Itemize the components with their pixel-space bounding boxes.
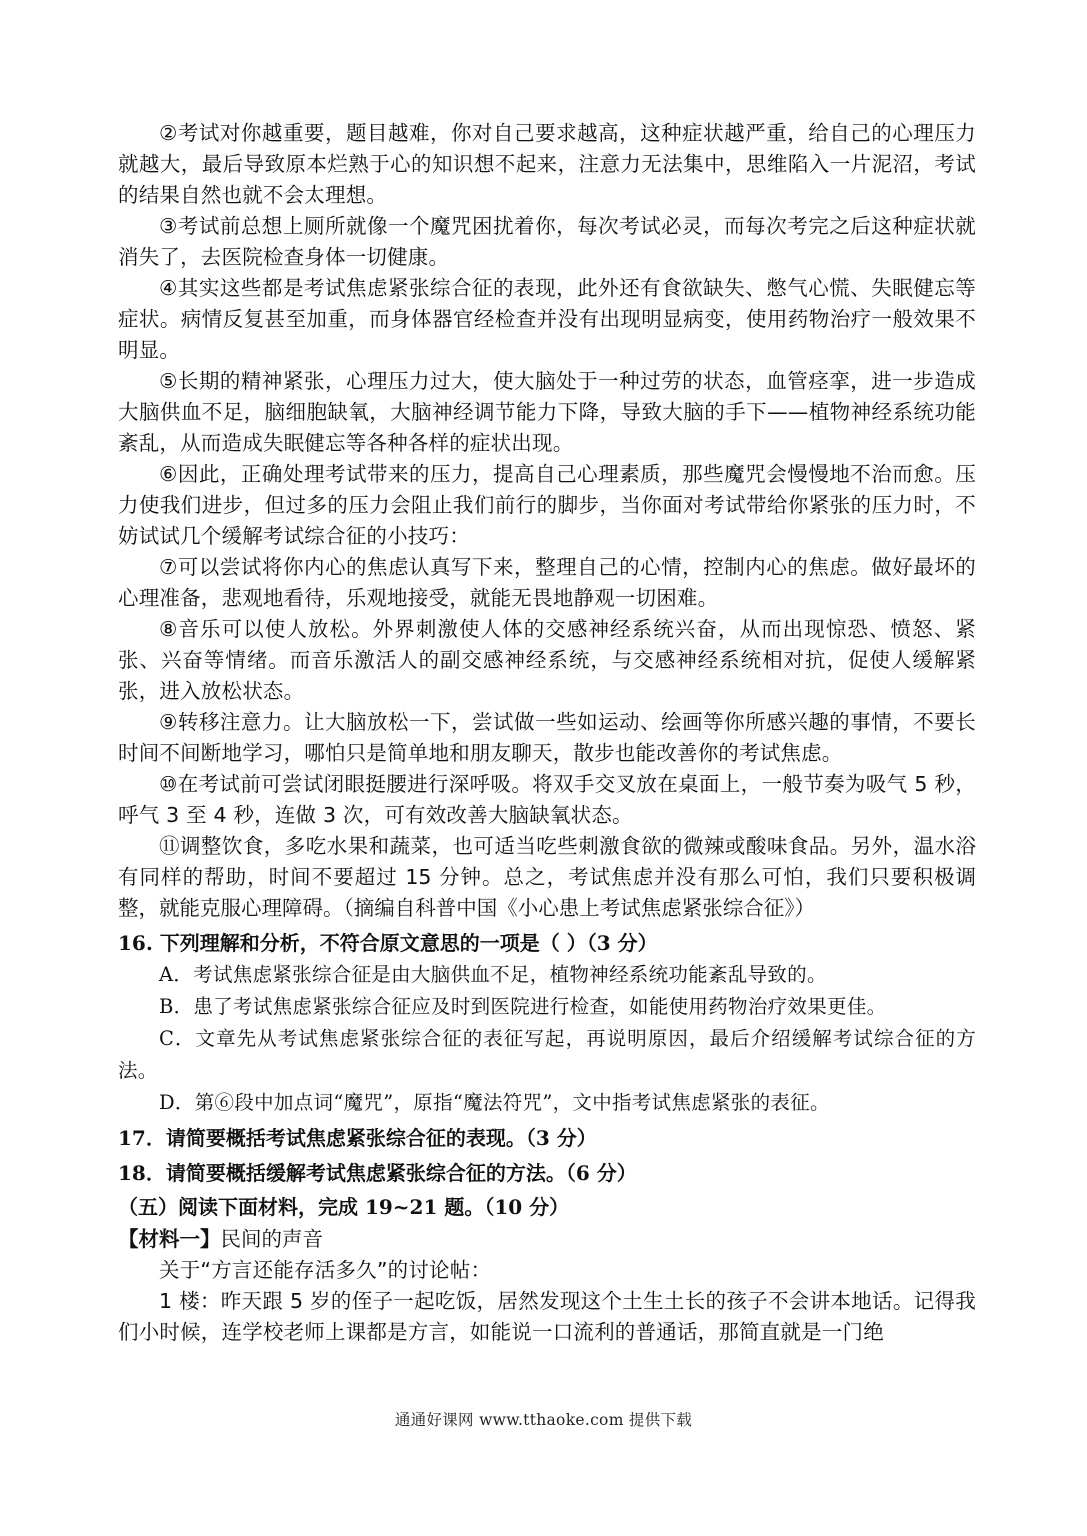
question-16: 16. 下列理解和分析，不符合原文意思的一项是（ ）（3 分） [118, 931, 658, 955]
paragraph-4: ④其实这些都是考试焦虑紧张综合征的表现，此外还有食欲缺失、憋气心慌、失眠健忘等症状。病情反复甚至加重，而身体器官经检查并没有出现明显病变，使用药物治疗一般效果不明显。 [118, 276, 976, 362]
paragraph-11: ⑪调整饮食，多吃水果和蔬菜，也可适当吃些刺激食欲的微辣或酸味食品。另外，温水浴有同样的帮助，时间不要超过 15 分钟。总之，考试焦虑并没有那么可怕，我们只要积极调整，就能克服心理障碍。（摘编自科普中国《小心患上考试焦虑紧张综合征》） [118, 834, 976, 920]
section-5-title: （五）阅读下面材料，完成 19~21 题。（10 分） [118, 1195, 570, 1219]
discussion-intro: 关于“方言还能存活多久”的讨论帖： [159, 1258, 492, 1282]
question-16-option-b: B．患了考试焦虑紧张综合征应及时到医院进行检查，如能使用药物治疗效果更佳。 [159, 995, 887, 1018]
question-16-option-c: C．文章先从考试焦虑紧张综合征的表征写起，再说明原因，最后介绍缓解考试综合征的方法。 [118, 1027, 976, 1082]
paragraph-6: ⑥因此，正确处理考试带来的压力，提高自己心理素质，那些魔咒会慢慢地不治而愈。压力使我们进步，但过多的压力会阻止我们前行的脚步，当你面对考试带给你紧张的压力时，不妨试试几个缓解考试综合征的小技巧： [118, 462, 976, 548]
material-1-title: 民间的声音 [220, 1227, 323, 1251]
paragraph-7: ⑦可以尝试将你内心的焦虑认真写下来，整理自己的心情，控制内心的焦虑。做好最坏的心理准备，悲观地看待，乐观地接受，就能无畏地静观一切困难。 [118, 555, 976, 610]
paragraph-2: ②考试对你越重要，题目越难，你对自己要求越高，这种症状越严重，给自己的心理压力就越大，最后导致原本烂熟于心的知识想不起来，注意力无法集中，思维陷入一片泥沼，考试的结果自然也就不会太理想。 [118, 121, 976, 207]
question-17: 17．请简要概括考试焦虑紧张综合征的表现。（3 分） [118, 1126, 597, 1150]
page-footer: 通通好课网 www.tthaoke.com 提供下载 [394, 1411, 693, 1429]
question-16-option-d: D．第⑥段中加点词“魔咒”，原指“魔法符咒”，文中指考试焦虑紧张的表征。 [159, 1091, 830, 1114]
material-1-heading [118, 1223, 976, 1255]
paragraph-9: ⑨转移注意力。让大脑放松一下，尝试做一些如运动、绘画等你所感兴趣的事情，不要长时间不间断地学习，哪怕只是简单地和朋友聊天，散步也能改善你的考试焦虑。 [118, 710, 976, 765]
paragraph-8: ⑧音乐可以使人放松。外界刺激使人体的交感神经系统兴奋，从而出现惊恐、愤怒、紧张、兴奋等情绪。而音乐激活人的副交感神经系统，与交感神经系统相对抗，促使人缓解紧张，进入放松状态。 [118, 617, 976, 703]
paragraph-5: ⑤长期的精神紧张，心理压力过大，使大脑处于一种过劳的状态，血管痉挛，进一步造成大脑供血不足，脑细胞缺氧，大脑神经调节能力下降，导致大脑的手下——植物神经系统功能紊乱，从而造成失眠健忘等各种各样的症状出现。 [118, 369, 976, 455]
question-16-option-a: A．考试焦虑紧张综合征是由大脑供血不足，植物神经系统功能紊乱导致的。 [159, 963, 827, 986]
material-1-label: 【材料一】 [118, 1227, 221, 1251]
document-body [118, 118, 976, 1348]
paragraph-10: ⑩在考试前可尝试闭眼挺腰进行深呼吸。将双手交叉放在桌面上，一般节奏为吸气 5 秒，呼气 3 至 4 秒，连做 3 次，可有效改善大脑缺氧状态。 [118, 772, 976, 827]
paragraph-3: ③考试前总想上厕所就像一个魔咒困扰着你，每次考试必灵，而每次考完之后这种症状就消失了，去医院检查身体一切健康。 [118, 214, 976, 269]
question-18: 18．请简要概括缓解考试焦虑紧张综合征的方法。（6 分） [118, 1161, 637, 1185]
discussion-post-1: 1 楼：昨天跟 5 岁的侄子一起吃饭，居然发现这个土生土长的孩子不会讲本地话。记得我们小时候，连学校老师上课都是方言，如能说一口流利的普通话，那简直就是一门绝 [118, 1289, 976, 1344]
